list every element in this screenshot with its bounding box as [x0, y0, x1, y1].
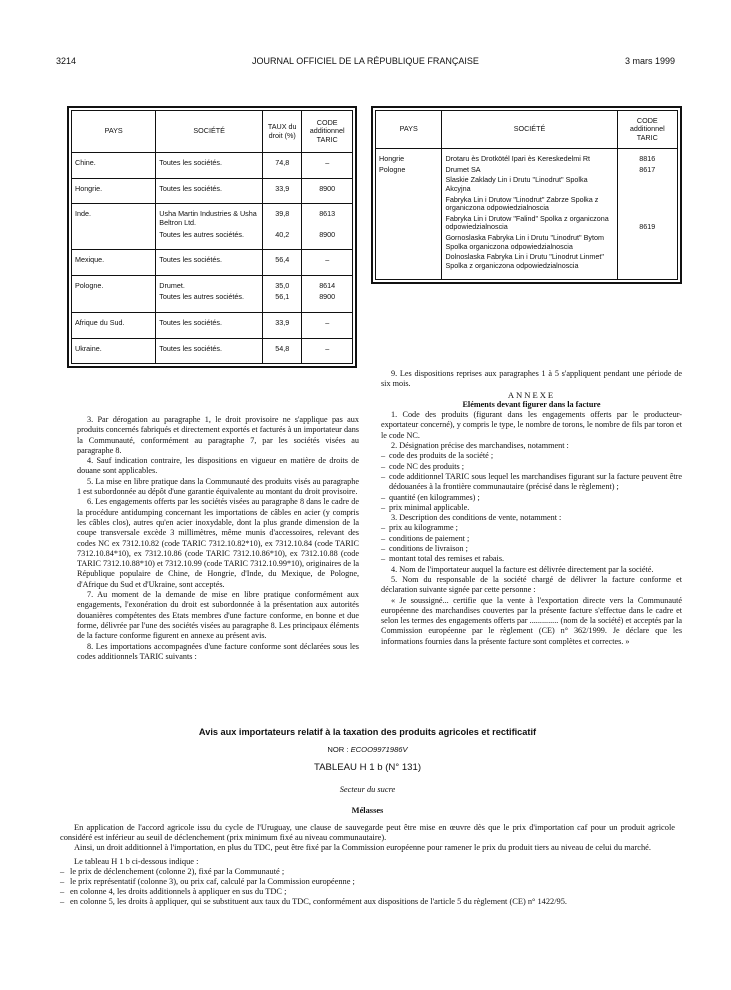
col-header-pays: PAYS — [72, 111, 156, 153]
pays-cell: Hongrie — [376, 149, 442, 165]
taux-cell: 35,0 — [263, 275, 302, 291]
avis-title: Avis aux importateurs relatif à la taxation des produits agricoles et rectificatif — [198, 727, 537, 737]
taux-cell: 33,9 — [263, 313, 302, 339]
table-row — [72, 153, 353, 179]
societe-cell: Dolnoslaska Fabryka Lin i Drutu "Linodrut Linmet" Spolka z organiczona odpowiedzialnoscia — [442, 252, 617, 279]
list-item: – prix minimal applicable. — [381, 503, 682, 513]
pays-cell — [376, 252, 442, 279]
societe-cell: Fabryka Lin i Drutow "Linodrut" Zabrze Spolka z organiczona odpowiedzialnoscia — [442, 195, 617, 214]
table-row — [376, 233, 678, 252]
table-row — [376, 195, 678, 214]
code-cell: – — [302, 313, 353, 339]
code-cell: 8900 — [302, 178, 353, 204]
taux-cell: 56,4 — [263, 250, 302, 276]
list-item: – conditions de livraison ; — [381, 544, 682, 554]
code-cell — [617, 233, 677, 252]
paragraph-8: 8. Les importations accompagnées d'une facture conforme sont déclarées sous les codes additionnels TARIC suivants : — [77, 641, 359, 661]
col-header-code: CODE additionnel TARIC — [302, 111, 353, 153]
annexe-item-4: 4. Nom de l'importateur auquel la facture est délivrée directement par la société. — [391, 564, 654, 574]
annexe-item-3-list — [381, 523, 682, 564]
pays-cell: Ukraine. — [72, 338, 156, 364]
secteur-title: Secteur du sucre — [339, 784, 396, 794]
table-row — [72, 291, 353, 312]
avis-paragraph-2: Ainsi, un droit additionnel à l'importation, en plus du TDC, peut être fixé par la Commission européenne pour ramener le prix du produit tiers au niveau de celui du marché. — [74, 843, 651, 853]
right-column-text — [381, 369, 682, 647]
societe-cell: Toutes les sociétés. — [156, 153, 263, 179]
publication-date: 3 mars 1999 — [624, 56, 675, 66]
code-cell — [617, 195, 677, 214]
code-cell — [617, 252, 677, 279]
table-row — [376, 165, 678, 176]
list-item: – code additionnel TARIC sous lequel les marchandises figurant sur la facture peuvent être dédouanées à la frontière communautaire (précisé dans le règlement) ; — [381, 472, 682, 493]
taux-cell: 56,1 — [263, 291, 302, 312]
societe-cell: Slaskie Zaklady Lin i Drutu "Linodrut" Spolka Akcyjna — [442, 175, 617, 194]
code-cell: 8614 — [302, 275, 353, 291]
societe-cell: Toutes les sociétés. — [156, 250, 263, 276]
table-row — [376, 252, 678, 279]
pays-cell: Mexique. — [72, 250, 156, 276]
societe-cell: Fabryka Lin i Drutow "Falind" Spolka z organiczona odpowiedzialnoscia — [442, 214, 617, 233]
paragraph-3: 3. Par dérogation au paragraphe 1, le droit provisoire ne s'applique pas aux produits concernés fabriqués et directement exportés et facturés à un importateur dans la Communauté, conformément au paragraphe 7, par les sociétés visées au paragraphe 8. — [77, 415, 359, 455]
societe-cell: Toutes les sociétés. — [156, 178, 263, 204]
table-row — [72, 204, 353, 229]
list-item: – code NC des produits ; — [381, 462, 682, 472]
list-item: – le prix représentatif (colonne 3), ou prix caf, calculé par la Commission européenne ; — [60, 877, 675, 887]
pays-cell — [72, 229, 156, 250]
societe-cell: Toutes les autres sociétés. — [156, 229, 263, 250]
code-cell: – — [302, 153, 353, 179]
left-column-text — [77, 415, 359, 662]
annexe-item-1: 1. Code des produits (figurant dans les engagements offerts par le producteur-exportateur concerné), y compris le type, le nombre de torons, le nombre de fils par toron et le code NC. — [381, 410, 682, 440]
page-number: 3214 — [56, 56, 77, 66]
pays-cell: Hongrie. — [72, 178, 156, 204]
list-item: – prix au kilogramme ; — [381, 523, 682, 533]
annexe-title: ANNEXE — [507, 389, 556, 400]
pays-cell — [376, 175, 442, 194]
left-table-body — [72, 153, 353, 364]
paragraph-9: 9. Les dispositions reprises aux paragraphes 1 à 5 s'appliquent pendant une période de six mois. — [381, 369, 682, 389]
nor-label: NOR : — [327, 745, 349, 755]
taux-cell: 74,8 — [263, 153, 302, 179]
melasses-title: Mélasses — [351, 805, 384, 815]
societe-cell: Gornoslaska Fabryka Lin i Drutu "Linodrut" Bytom Spolka organiczona odpowiedzialnoscia — [442, 233, 617, 252]
pays-cell — [376, 233, 442, 252]
list-item: – montant total des remises et rabais. — [381, 554, 682, 564]
societe-cell: Drotaru ès Drotkötél Ipari ès Kereskedelmi Rt — [442, 149, 617, 165]
pays-cell: Pologne. — [72, 275, 156, 291]
annexe-item-2-list — [381, 451, 682, 513]
annexe-item-2: 2. Désignation précise des marchandises, notamment : — [391, 441, 569, 451]
col-header-code: CODE additionnel TARIC — [617, 111, 677, 149]
col-header-societe: SOCIÉTÉ — [442, 111, 617, 149]
paragraph-4: 4. Sauf indication contraire, les dispositions en vigueur en matière de droits de douane sont applicables. — [77, 456, 359, 476]
list-item: – quantité (en kilogrammes) ; — [381, 493, 682, 503]
table-row — [376, 149, 678, 165]
col-header-societe: SOCIÉTÉ — [156, 111, 263, 153]
pays-cell: Pologne — [376, 165, 442, 176]
pays-cell: Inde. — [72, 204, 156, 229]
societe-cell: Usha Martin Industries & Usha Beltron Ltd. — [156, 204, 263, 229]
code-cell: 8617 — [617, 165, 677, 176]
nor-reference — [60, 745, 675, 755]
table-row — [72, 275, 353, 291]
pays-cell — [376, 214, 442, 233]
table-row — [72, 313, 353, 339]
list-item: – en colonne 5, les droits à appliquer, qui se substituent aux taux du TDC, conformément aux dispositions de l'article 5 du règlement (CE) n° 1422/95. — [60, 897, 675, 907]
list-item: – le prix de déclenchement (colonne 2), fixé par la Communauté ; — [60, 867, 675, 877]
pays-cell: Chine. — [72, 153, 156, 179]
pays-cell — [72, 291, 156, 312]
table-row — [72, 338, 353, 364]
table-row — [72, 229, 353, 250]
paragraph-5: 5. La mise en libre pratique dans la Communauté des produits visés au paragraphe 1 est subordonnée au dépôt d'une garantie équivalente au montant du droit provisoire. — [77, 476, 359, 497]
code-cell: 8900 — [302, 291, 353, 312]
journal-title: JOURNAL OFFICIEL DE LA RÉPUBLIQUE FRANÇAISE — [252, 56, 479, 66]
code-cell: 8619 — [617, 214, 677, 233]
taux-cell: 40,2 — [263, 229, 302, 250]
avis-paragraph-3: Le tableau H 1 b ci-dessous indique : — [74, 856, 199, 866]
annexe-item-5: 5. Nom du responsable de la société chargé de délivrer la facture conforme et déclaration suivante signée par cette personne : — [381, 574, 682, 595]
code-cell: – — [302, 338, 353, 364]
annexe-subtitle: Eléments devant figurer dans la facture — [462, 399, 601, 409]
societe-cell: Toutes les sociétés. — [156, 313, 263, 339]
paragraph-7: 7. Au moment de la demande de mise en libre pratique conformément aux engagements, l'exonération du droit est subordonnée à la présentation aux autorités douanières compétentes des Etats membres d'une facture conforme, en bonne et due forme, délivrée par l'une des sociétés visées au paragraphe 8. Les principaux éléments de la facture conforme figurent en annexe au présent avis. — [77, 590, 359, 641]
right-table-body — [376, 149, 678, 280]
code-cell: 8613 — [302, 204, 353, 229]
pays-cell: Afrique du Sud. — [72, 313, 156, 339]
taux-cell: 33,9 — [263, 178, 302, 204]
code-cell: – — [302, 250, 353, 276]
paragraph-6: 6. Les engagements offerts par les sociétés visées au paragraphe 8 dans le cadre de la procédure antidumping concernant les importations de câbles en acier (y compris les câbles clos), autres qu'en acier inoxydable, dont la plus grande dimension de la coupe transversale excède 3 millimètres, même munis d'accessoires, relevant des codes NC ex 7312.10.82 (code TARIC 7312.10.82*10), ex 7312.10.84 (code TARIC 7312.10.84*10), ex 7312.10.86 (code TARIC 7312.10.86*10), ex 7312.10.88 (code TARIC 7312.10.88*10) et 7312.10.99 (code TARIC 7312.10.99*10), originaires de la République populaire de Chine, de Hongrie, d'Inde, du Mexique, de Pologne, d'Afrique du Sud et d'Ukraine, sont acceptés. — [77, 497, 359, 589]
annexe-item-3: 3. Description des conditions de vente, notamment : — [391, 513, 562, 523]
societe-cell: Drumet SA — [442, 165, 617, 176]
code-cell: 8816 — [617, 149, 677, 165]
left-rates-table — [67, 106, 357, 368]
code-cell — [617, 175, 677, 194]
pays-cell — [376, 195, 442, 214]
nor-code: ECOO9971986V — [350, 745, 408, 755]
code-cell: 8900 — [302, 229, 353, 250]
list-item: – en colonne 4, les droits additionnels à appliquer en sus du TDC ; — [60, 887, 675, 897]
societe-cell: Drumet. — [156, 275, 263, 291]
taux-cell: 54,8 — [263, 338, 302, 364]
declaration-quote: « Je soussigné... certifie que la vente à l'exportation directe vers la Communauté européenne des marchandises couvertes par la présente facture s'effectue dans le cadre et selon les termes des engagements offerts par .............. (nom de la société) et acceptés par la Commission européenne par le règlement (CE) n° 362/1999. Je déclare que les informations fournies dans la présente facture sont complètes et correctes. » — [381, 595, 682, 646]
col-header-pays: PAYS — [376, 111, 442, 149]
table-row — [72, 178, 353, 204]
list-item: – code des produits de la société ; — [381, 451, 682, 461]
taux-cell: 39,8 — [263, 204, 302, 229]
avis-section — [60, 727, 675, 908]
table-row — [376, 214, 678, 233]
tableau-title: TABLEAU H 1 b (N° 131) — [313, 762, 422, 774]
societe-cell: Toutes les sociétés. — [156, 338, 263, 364]
avis-paragraph-1: En application de l'accord agricole issu du cycle de l'Uruguay, une clause de sauvegarde peut être mise en œuvre dès que le prix d'importation caf pour un produit agricole considéré est inférieur au seuil de déclenchement (prix minimum fixé au niveau communautaire). — [60, 823, 675, 843]
table-row — [376, 175, 678, 194]
avis-list — [60, 867, 675, 908]
table-row — [72, 250, 353, 276]
right-codes-table — [371, 106, 682, 284]
col-header-taux: TAUX du droit (%) — [263, 111, 302, 153]
societe-cell: Toutes les autres sociétés. — [156, 291, 263, 312]
list-item: – conditions de paiement ; — [381, 534, 682, 544]
